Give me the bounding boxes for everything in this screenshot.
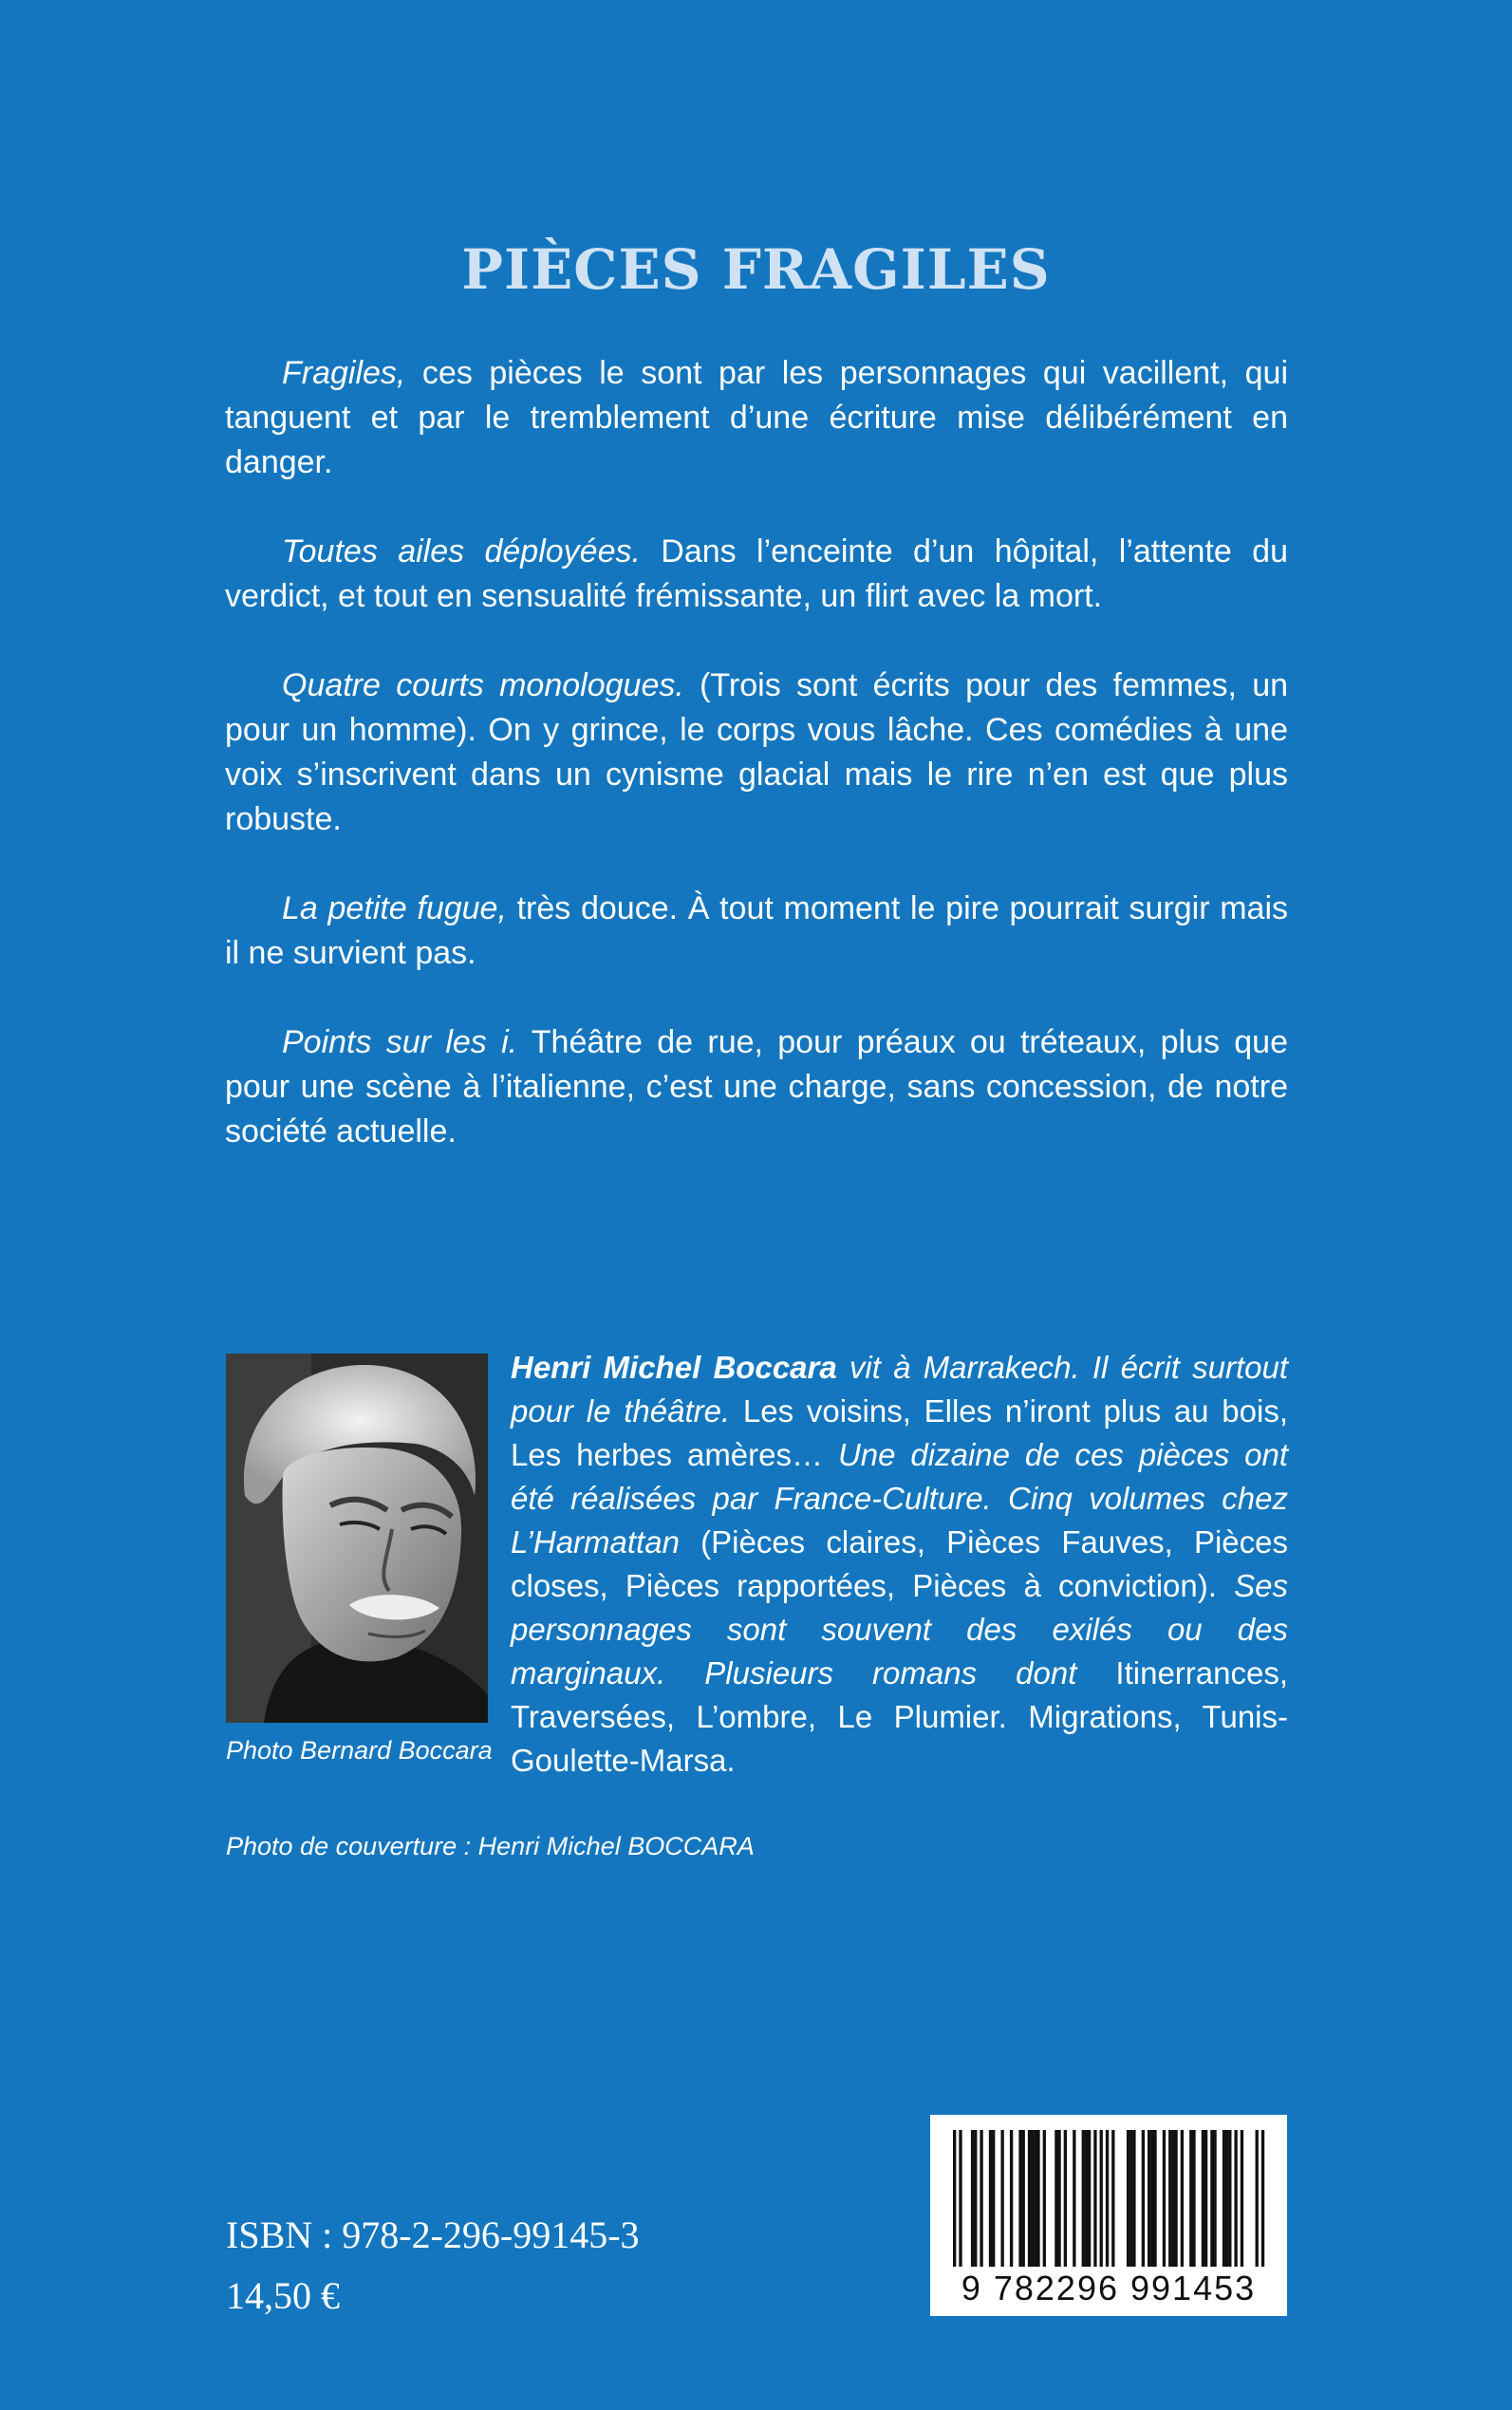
barcode-bar <box>1210 2130 1213 2267</box>
barcode-bar <box>1204 2130 1207 2267</box>
barcode-bar <box>1168 2130 1171 2267</box>
blurb-text-3: (Trois sont écrits pour des femmes, un pour un homme). On y grince, le corps vous lâche. Ces comédies à une voix s’inscrivent dans un cynisme glacial mais le rire n’en est que plus robuste. <box>225 667 1289 837</box>
blurb-text-4: très douce. À tout moment le pire pourrait surgir mais il ne survient pas. <box>225 890 1288 971</box>
barcode-bar <box>1142 2130 1145 2267</box>
blurb-play-title-3: Quatre courts monologues. <box>282 667 684 703</box>
book-title: PIÈCES FRAGILES <box>461 237 1051 302</box>
barcode-bar <box>1088 2130 1091 2267</box>
barcode-bar <box>1000 2130 1003 2267</box>
blurb-play-title-4: La petite fugue, <box>282 890 507 926</box>
blurb-play-title-2: Toutes ailes déployées. <box>282 533 641 570</box>
barcode-bar <box>1228 2130 1231 2267</box>
barcode-bar <box>1181 2130 1184 2267</box>
cover-photo-credit: Photo de couverture : Henri Michel BOCCARA <box>226 1832 755 1860</box>
blurb-play-title-5: Points sur les i. <box>282 1024 518 1060</box>
barcode-bar <box>980 2130 982 2267</box>
barcode-bar <box>1213 2130 1216 2267</box>
barcode-bar <box>1036 2130 1039 2267</box>
barcode-bar <box>974 2130 977 2267</box>
blurb-paragraph-3 <box>225 663 1288 842</box>
barcode-bar <box>1111 2130 1114 2267</box>
barcode-bar <box>1082 2130 1085 2267</box>
book-blurb <box>225 351 1288 1154</box>
barcode-bar <box>1093 2130 1096 2267</box>
bio-segment-2: Les voisins, Elles n’iront plus au bois, Les herbes amères… <box>511 1393 1288 1472</box>
bio-segment-6: Itinerrances, Traversées, L’ombre, Le Plumier. Migrations, Tunis-Goulette-Marsa. <box>511 1655 1288 1778</box>
author-bio-text <box>511 1346 1288 1783</box>
barcode-bar <box>1031 2130 1034 2267</box>
blurb-text-2: Dans l’enceinte d’un hôpital, l’attente du verdict, et tout en sensualité frémissante, un flirt avec la mort. <box>225 533 1288 614</box>
barcode-bar <box>1148 2130 1150 2267</box>
barcode-bar <box>1225 2130 1228 2267</box>
barcode-bar <box>1106 2130 1109 2267</box>
barcode-bar <box>1043 2130 1046 2267</box>
barcode-bar <box>1234 2130 1237 2267</box>
barcode-bar <box>1129 2130 1132 2267</box>
blurb-paragraph-1 <box>225 351 1288 485</box>
author-bio <box>511 1346 1288 1783</box>
barcode-bar <box>1256 2130 1259 2267</box>
barcode-bar <box>1055 2130 1057 2267</box>
barcode-bar <box>1100 2130 1103 2267</box>
barcode-bar <box>1085 2130 1088 2267</box>
barcode <box>930 2115 1287 2316</box>
barcode-bar <box>1174 2130 1177 2267</box>
bio-segment-3: Une dizaine de ces pièces ont été réalisées par France-Culture. Cinq volumes chez L’Harmattan <box>511 1437 1289 1560</box>
barcode-bar <box>1223 2130 1225 2267</box>
barcode-bar <box>1192 2130 1195 2267</box>
author-photo <box>226 1354 488 1723</box>
barcode-bar <box>1018 2130 1021 2267</box>
barcode-digits: 9 782296 991453 <box>961 2269 1257 2307</box>
barcode-bar <box>1163 2130 1166 2267</box>
barcode-bar <box>1073 2130 1075 2267</box>
price: 14,50 € <box>226 2274 340 2317</box>
bio-segment-1: vit à Marrakech. Il écrit surtout pour le théâtre. <box>511 1350 1289 1429</box>
barcode-bar <box>1028 2130 1031 2267</box>
photo-caption: Photo Bernard Boccara <box>226 1736 493 1765</box>
bio-segment-4: (Pièces claires, Pièces Fauves, Pièces closes, Pièces rapportées, Pièces à conviction). <box>511 1524 1288 1603</box>
blurb-paragraph-2 <box>225 530 1288 619</box>
blurb-text-5: Théâtre de rue, pour préaux ou tréteaux, plus que pour une scène à l’italienne, c’est une charge, sans concession, de notre société actuelle. <box>225 1024 1288 1149</box>
barcode-bar <box>1064 2130 1067 2267</box>
blurb-text-1: ces pièces le sont par les personnages qui vacillent, qui tanguent et par le tremblement d’une écriture mise délibérément en danger. <box>225 355 1288 480</box>
blurb-paragraph-5 <box>225 1020 1288 1154</box>
barcode-bar <box>1202 2130 1204 2267</box>
barcode-bar <box>1171 2130 1174 2267</box>
barcode-bar <box>953 2130 956 2267</box>
barcode-bar <box>1127 2130 1129 2267</box>
barcode-bar <box>1022 2130 1025 2267</box>
barcode-bar <box>1189 2130 1192 2267</box>
author-name: Henri Michel Boccara <box>511 1350 837 1385</box>
barcode-bar <box>1132 2130 1135 2267</box>
barcode-bar <box>992 2130 995 2267</box>
bio-segment-5: Ses personnages sont souvent des exilés ou des marginaux. Plusieurs romans dont <box>511 1568 1288 1691</box>
barcode-bar <box>1010 2130 1013 2267</box>
blurb-play-title-1: Fragiles, <box>282 355 406 391</box>
barcode-bar <box>1150 2130 1153 2267</box>
barcode-bar <box>959 2130 961 2267</box>
barcode-bar <box>1153 2130 1156 2267</box>
barcode-bar <box>1034 2130 1036 2267</box>
author-portrait-image <box>226 1354 488 1723</box>
isbn-number: ISBN : 978-2-296-99145-3 <box>226 2214 640 2256</box>
blurb-paragraph-4 <box>225 887 1288 976</box>
barcode-bar <box>1057 2130 1060 2267</box>
barcode-bar <box>971 2130 974 2267</box>
barcode-bar <box>1261 2130 1264 2267</box>
barcode-bar <box>989 2130 992 2267</box>
barcode-bar <box>1241 2130 1243 2267</box>
